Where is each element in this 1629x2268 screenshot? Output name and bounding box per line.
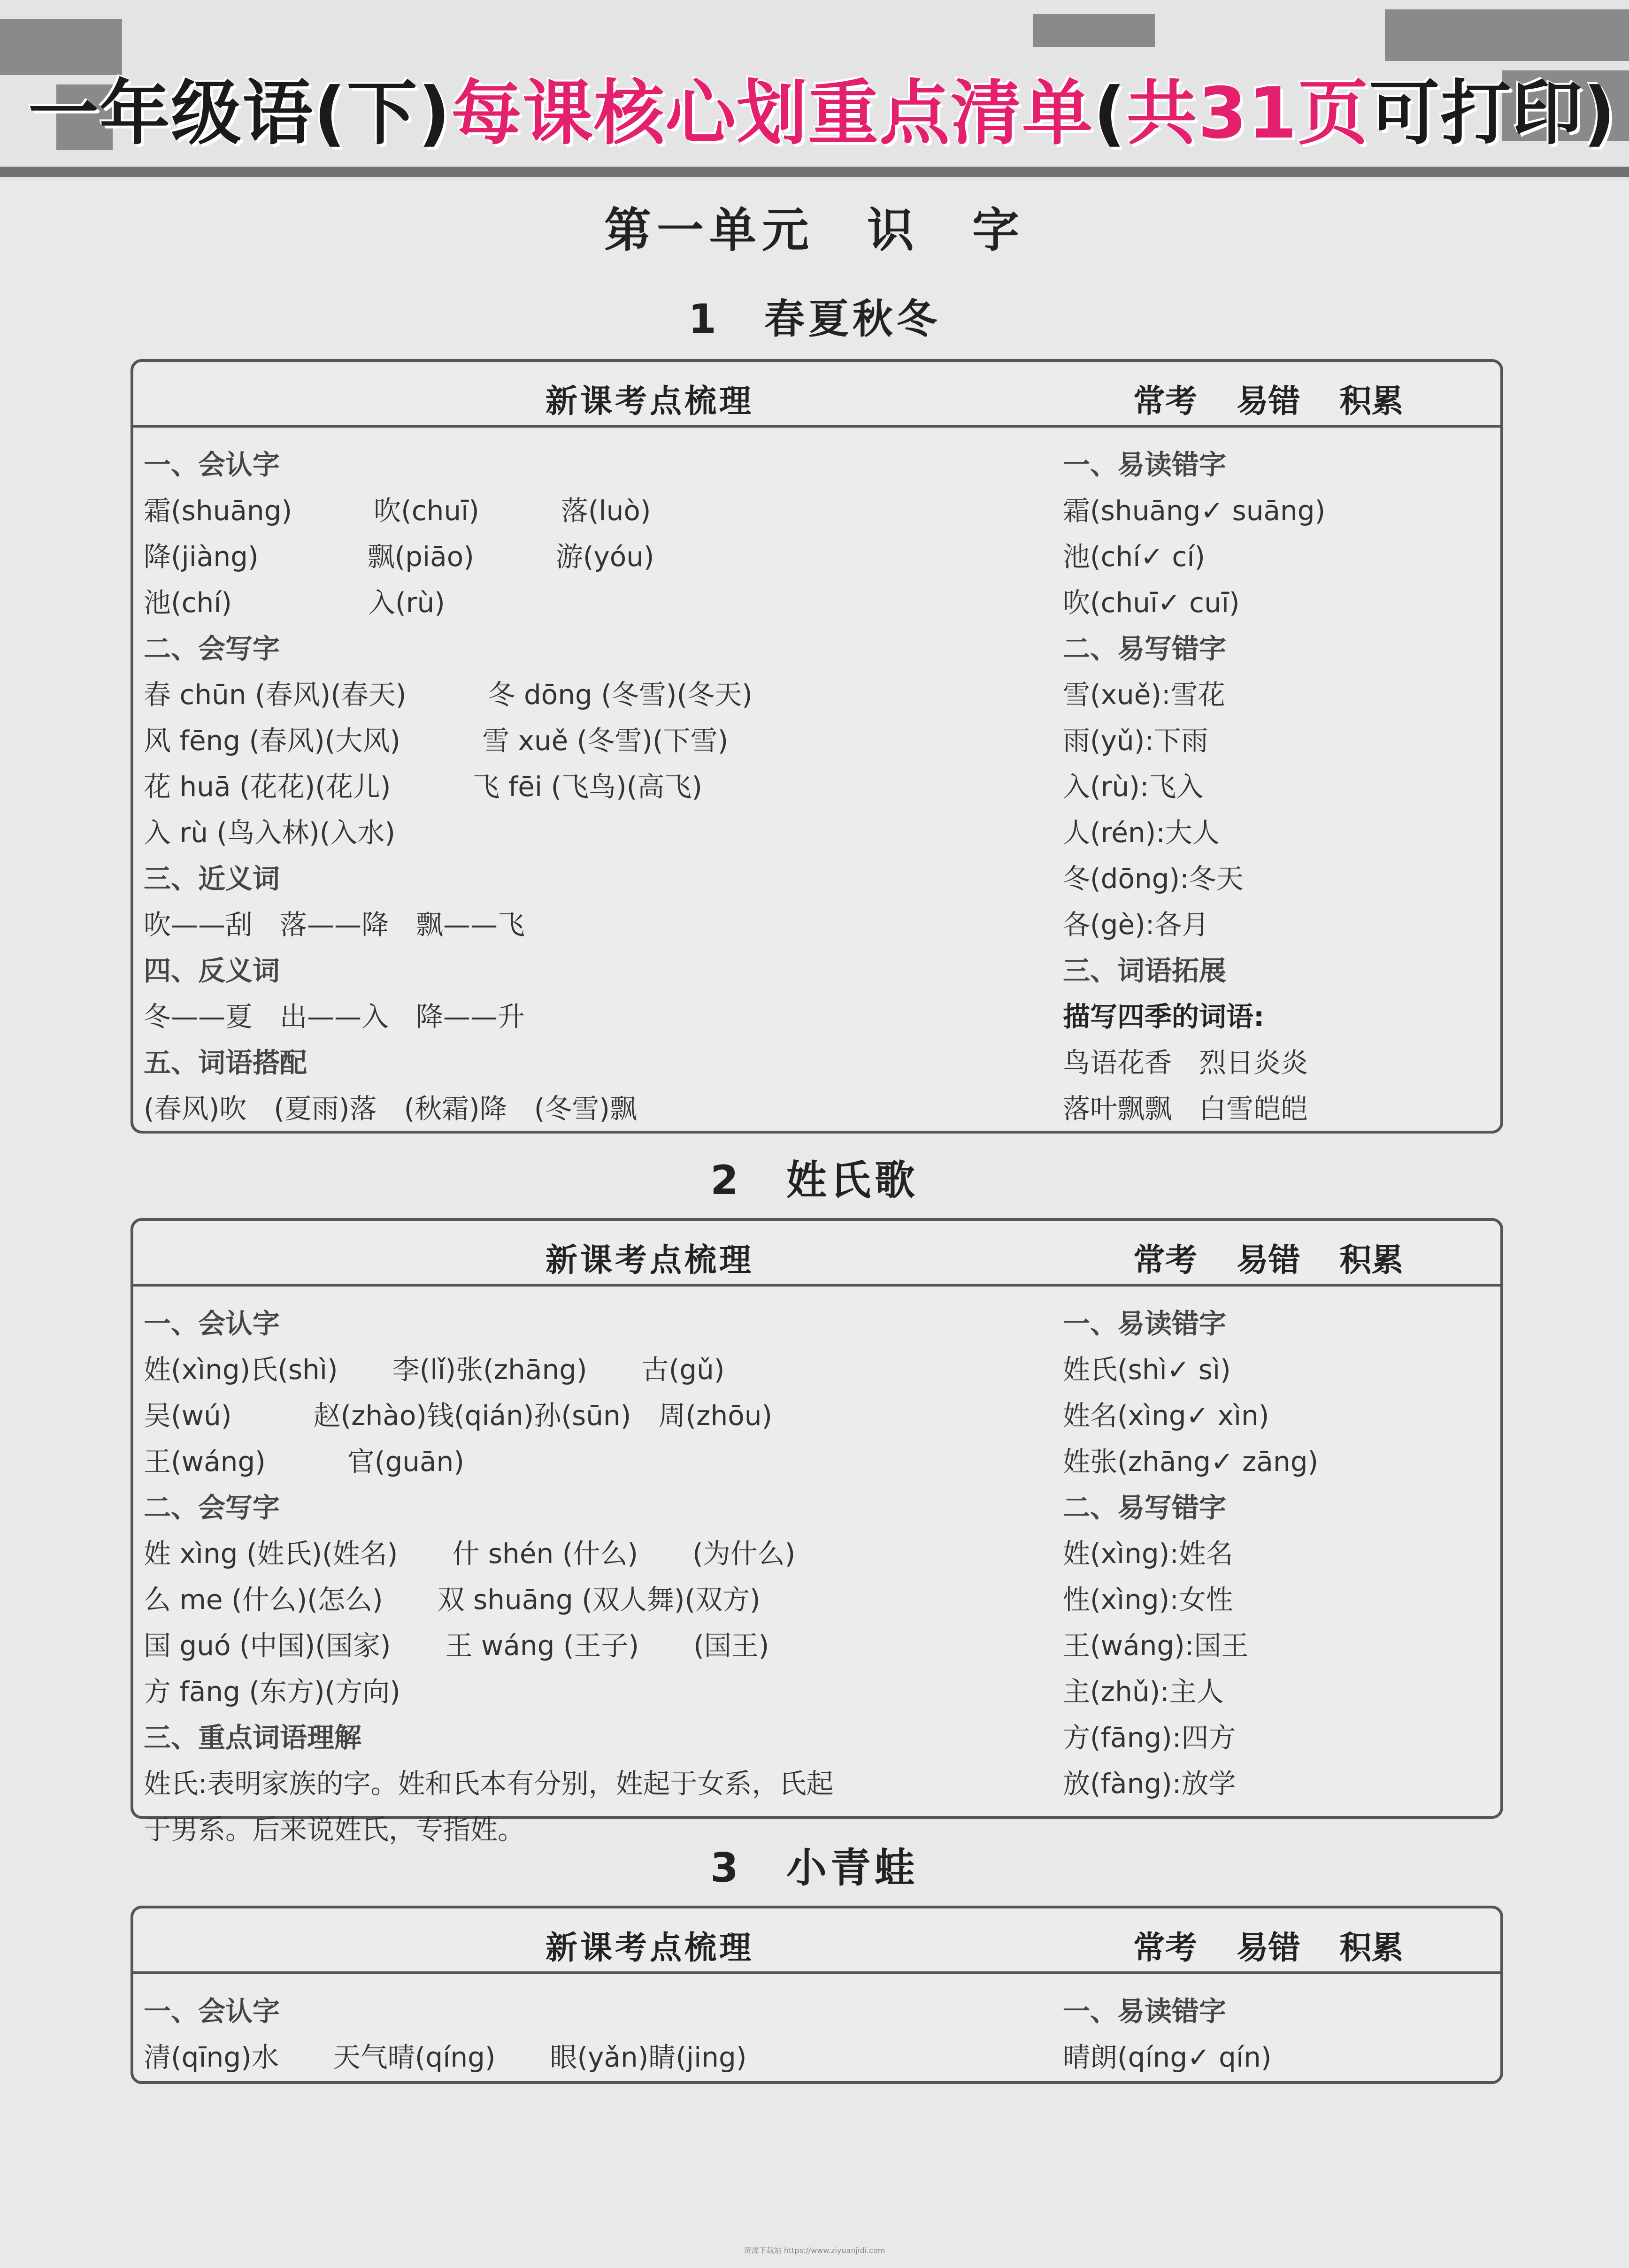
content-line: 吹(chuī✓ cuī) [1063, 587, 1240, 619]
content-line: 雨(yǔ):下雨 [1063, 725, 1208, 757]
section-heading: 三、近义词 [144, 863, 280, 895]
content-line: 放(fàng):放学 [1063, 1768, 1236, 1800]
footer: 资源下载站 https://www.ziyuanjidi.com [744, 2246, 885, 2255]
title-paren: ( [1093, 73, 1127, 154]
content-line: 王(wáng):国王 [1063, 1630, 1249, 1662]
content-line: 王(wáng) 官(guān) [144, 1446, 464, 1478]
right-column [1063, 442, 1495, 1132]
content-line: 落叶飘飘 白雪皑皑 [1063, 1093, 1308, 1125]
section-heading: 三、重点词语理解 [144, 1722, 362, 1754]
content-line: 吹——刮 落——降 飘——飞 [144, 909, 525, 941]
section-heading: 五、词语搭配 [144, 1047, 307, 1079]
header-left: 新课考点梳理 [545, 1242, 754, 1279]
right-column [1063, 1988, 1495, 2080]
content-line: 姓张(zhāng✓ zāng) [1063, 1446, 1319, 1478]
content-line: 雪(xuě):雪花 [1063, 679, 1225, 711]
title-grade: 一年级语(下) [28, 73, 452, 154]
content-line: 入 rù (鸟入林)(入水) [144, 817, 395, 849]
header-left: 新课考点梳理 [545, 383, 754, 420]
header-left: 新课考点梳理 [545, 1930, 754, 1967]
section-heading: 一、易读错字 [1063, 1995, 1227, 2027]
lesson-title: 1 春夏秋冬 [688, 296, 941, 343]
content-line: 霜(shuāng✓ suāng) [1063, 495, 1326, 527]
section-heading: 一、易读错字 [1063, 1308, 1227, 1340]
content-line: 姓名(xìng✓ xìn) [1063, 1400, 1269, 1432]
content-line: 霜(shuāng) 吹(chuī) 落(luò) [144, 495, 706, 527]
box-header [133, 362, 1500, 428]
lesson-box [131, 1906, 1503, 2084]
lesson-box [131, 1218, 1503, 1846]
section-heading: 一、会认字 [144, 1995, 280, 2027]
header-right: 常考 易错 积累 [1133, 383, 1404, 420]
section-heading: 一、易读错字 [1063, 449, 1227, 481]
lesson-title: 2 姓氏歌 [710, 1157, 919, 1204]
content-line: 降(jiàng) 飘(piāo) 游(yóu) [144, 541, 709, 573]
title-printable: 可打印) [1369, 73, 1617, 154]
lesson-title: 3 小青蛙 [710, 1845, 919, 1892]
unit-heading: 第一单元 识 字 [604, 203, 1025, 258]
section-heading: 一、会认字 [144, 449, 280, 481]
content-line: 吴(wú) 赵(zhào)钱(qián)孙(sūn) 周(zhōu) [144, 1400, 773, 1432]
content-line: 方(fāng):四方 [1063, 1722, 1236, 1754]
content-line: 池(chí✓ cí) [1063, 541, 1206, 573]
title-pages: 共31页 [1126, 73, 1369, 154]
content-line: 风 fēng (春风)(大风) 雪 xuě (冬雪)(下雪) [144, 725, 729, 757]
content-line: 国 guó (中国)(国家) 王 wáng (王子) (国王) [144, 1630, 769, 1662]
box-header [133, 1908, 1500, 1974]
header-right: 常考 易错 积累 [1133, 1930, 1404, 1967]
content-line: 鸟语花香 烈日炎炎 [1063, 1047, 1308, 1079]
content-line: 描写四季的词语: [1063, 1001, 1265, 1033]
content-line: 姓 xìng (姓氏)(姓名) 什 shén (什么) (为什么) [144, 1538, 796, 1570]
section-heading: 二、易写错字 [1063, 633, 1227, 665]
content-line: 冬(dōng):冬天 [1063, 863, 1244, 895]
content-line: 清(qīng)水 天气晴(qíng) 眼(yǎn)睛(jing) [144, 2041, 747, 2073]
page-title [28, 56, 1617, 154]
banner-rule [0, 167, 1629, 177]
section-heading: 二、会写字 [144, 1492, 280, 1524]
left-column [144, 442, 1106, 1132]
content-line: (春风)吹 (夏雨)落 (秋霜)降 (冬雪)飘 [144, 1093, 638, 1125]
section-heading: 四、反义词 [144, 955, 280, 987]
content-line: 春 chūn (春风)(春天) 冬 dōng (冬雪)(冬天) [144, 679, 753, 711]
content-line: 姓氏:表明家族的字。姓和氏本有分别，姓起于女系，氏起 [144, 1768, 834, 1800]
content-line: 性(xìng):女性 [1063, 1584, 1233, 1616]
content-line: 入(rù):飞入 [1063, 771, 1204, 803]
content-line: 冬——夏 出——入 降——升 [144, 1001, 525, 1033]
content-line: 姓(xìng):姓名 [1063, 1538, 1233, 1570]
content-line: 池(chí) 入(rù) [144, 587, 445, 619]
decoration-blot [1385, 9, 1629, 61]
content-line: 主(zhǔ):主人 [1063, 1676, 1224, 1708]
section-heading: 一、会认字 [144, 1308, 280, 1340]
content-line: 人(rén):大人 [1063, 817, 1220, 849]
content-line: 于男系。后来说姓氏，专指姓。 [144, 1814, 525, 1846]
content-line: 晴朗(qíng✓ qín) [1063, 2041, 1272, 2073]
left-column [144, 1301, 1106, 1853]
decoration-blot [1033, 14, 1155, 47]
content-line: 姓(xìng)氏(shì) 李(lǐ)张(zhāng) 古(gǔ) [144, 1354, 752, 1386]
content-line: 方 fāng (东方)(方向) [144, 1676, 400, 1708]
left-column [144, 1988, 1106, 2080]
header-right: 常考 易错 积累 [1133, 1242, 1404, 1279]
content-line: 姓氏(shì✓ sì) [1063, 1354, 1231, 1386]
section-heading: 二、会写字 [144, 633, 280, 665]
right-column [1063, 1301, 1495, 1807]
lesson-box [131, 359, 1503, 1134]
section-heading: 二、易写错字 [1063, 1492, 1227, 1524]
title-topic: 每课核心划重点清单 [451, 73, 1094, 154]
banner [0, 0, 1629, 181]
box-header [133, 1221, 1500, 1287]
content-line: 花 huā (花花)(花儿) 飞 fēi (飞鸟)(高飞) [144, 771, 703, 803]
section-heading: 三、词语拓展 [1063, 955, 1227, 987]
content-line: 么 me (什么)(怎么) 双 shuāng (双人舞)(双方) [144, 1584, 761, 1616]
content-line: 各(gè):各月 [1063, 909, 1209, 941]
